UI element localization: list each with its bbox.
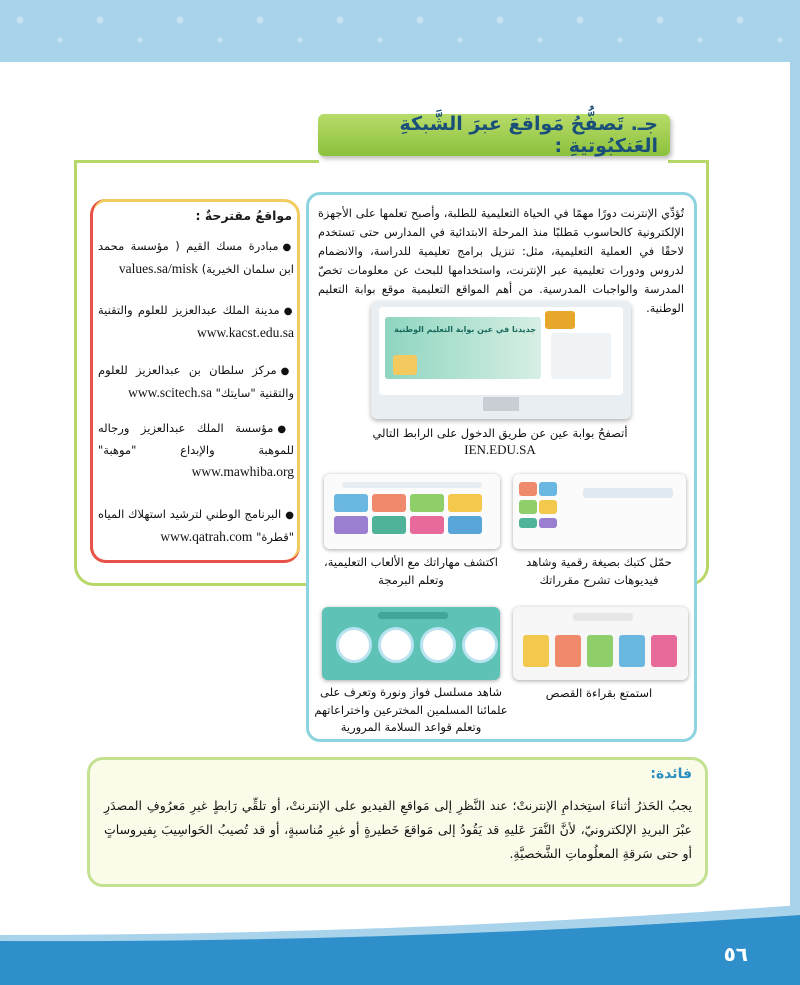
bottom-wave	[0, 905, 800, 985]
character-circle	[462, 627, 498, 663]
site-item	[98, 360, 294, 404]
story-cover	[619, 635, 645, 667]
games-screenshot	[324, 474, 500, 549]
bullet-icon: ●	[283, 306, 294, 317]
thumb	[519, 500, 537, 514]
section-heading	[318, 114, 670, 156]
ien-link[interactable]: IEN.EDU.SA	[464, 442, 536, 457]
game-tile	[410, 494, 444, 512]
suggested-sites-title: مواقعُ مقترحةٌ :	[195, 208, 292, 223]
game-tile	[372, 516, 406, 534]
search-bar	[583, 488, 673, 498]
site-name: مؤسسة الملك عبدالعزيز ورجاله للموهبة والإبداع "موهبة"	[98, 421, 294, 457]
screenshot-caption-stories: استمتع بقراءة القصص	[545, 686, 653, 700]
site-url[interactable]: www.mawhiba.org	[191, 464, 294, 479]
new-badge	[545, 311, 575, 329]
portal-side-panel	[551, 333, 611, 379]
story-cover	[587, 635, 613, 667]
character-circle	[336, 627, 372, 663]
screenshot-caption-games: اكتشف مهاراتك مع الألعاب التعليمية، وتعلم البرمجة	[324, 555, 498, 587]
site-item	[98, 300, 294, 344]
thumb	[539, 500, 557, 514]
site-name: مدينة الملك عبدالعزيز للعلوم والتقنية	[98, 303, 280, 317]
digital-books-screenshot	[513, 474, 686, 549]
banner-pattern	[0, 0, 800, 62]
main-screenshot-caption: أتصفحُ بوابة عين عن طريق الدخول على الرابط التالي	[372, 426, 628, 440]
site-name: البرنامج الوطني لترشيد استهلاك المياه "قطرة"	[98, 507, 294, 544]
game-tile	[372, 494, 406, 512]
header-strip	[342, 482, 482, 488]
section-heading-text: جـ. تَصفُّحُ مَواقعَ عبرَ الشَّبكةِ العَنكبُوتيةِ :	[399, 113, 658, 157]
thumb	[519, 482, 537, 496]
site-url[interactable]: values.sa/misk	[118, 261, 199, 276]
series-screenshot	[322, 607, 500, 680]
site-item	[98, 504, 294, 548]
page-number: ٥٦	[723, 942, 748, 966]
screenshot-caption-series: شاهد مسلسل فواز ونورة وتعرف على علمائنا المسلمين المخترعين واختراعاتهم وتعلم قواعد السلامة المرورية	[314, 685, 508, 734]
header-strip	[378, 612, 448, 619]
portal-photo	[393, 355, 417, 375]
bullet-icon: ●	[277, 424, 294, 435]
site-url[interactable]: www.kacst.edu.sa	[197, 325, 294, 340]
story-cover	[651, 635, 677, 667]
site-item	[98, 236, 294, 280]
intro-paragraph: تُؤدِّي الإنترنت دورًا مهمًا في الحياة التعليمية للطلبة، وأصبح تعلمها على الأجهزة الإلكترونية كالحاسوب مَطلبًا منذ المرحلة الابتدائية في المدارس حتى تستخدم لاحقًا في العملية التعليمية، مثل: تنزيل برامج تعليمية للدراسة، والانضمام لدروس ودورات تعليمية عبر الإنترنت، واستخدامها للبحث عن معلومات تخصّ المدرسة والواجبات المدرسية. من أهم المواقع التعليمية موقع بوابة التعليم الوطنية.	[318, 207, 684, 315]
character-circle	[420, 627, 456, 663]
bullet-icon: ●	[285, 510, 294, 521]
site-url[interactable]: www.scitech.sa	[128, 385, 212, 400]
game-tile	[448, 516, 482, 534]
game-tile	[334, 516, 368, 534]
story-cover	[523, 635, 549, 667]
right-edge-stripe	[790, 62, 800, 952]
site-name: مركز سلطان بن عبدالعزيز للعلوم والتقنية "سايتك"	[98, 363, 294, 400]
portal-banner-text: جديدنا في عين بوابة التعليم الوطنية	[394, 325, 536, 334]
game-tile	[448, 494, 482, 512]
game-tile	[410, 516, 444, 534]
bullet-icon: ●	[280, 366, 294, 377]
screenshot-caption-books: حمّل كتبك بصيغة رقمية وشاهد فيديوهات تشرح مقرراتك	[526, 555, 672, 587]
site-url[interactable]: www.qatrah.com	[160, 529, 253, 544]
top-decorative-banner	[0, 0, 800, 62]
monitor-stand	[483, 397, 519, 411]
character-circle	[378, 627, 414, 663]
thumb	[519, 518, 537, 528]
thumb	[539, 482, 557, 496]
game-tile	[334, 494, 368, 512]
stories-screenshot	[513, 607, 688, 680]
bullet-icon: ●	[282, 242, 294, 253]
tip-title: فائدة:	[650, 766, 692, 782]
ien-portal-screenshot	[371, 301, 631, 419]
tip-text: يجبُ الحَذرُ أثناءَ استِخدامِ الإنترنتْ؛ عند النَّظرِ إلى مَواقعِ الفيديو على الإنترنتْ، أو تلقِّي رَابطٍ غيرِ مَعرُوفِ المصدَرِ عبْرَ البريدِ الإلكترونيّ، لأنَّ النَّقرَ عَليهِ قد يَقُودُ إلى مَواقعَ خَطيرةٍ أو غيرِ مُناسبةٍ، أو قد تُصيبُ الحَواسِيبَ بِفيروساتٍ أو حتى سَرقةِ المعلُوماتِ الشَّخصيَّةِ.	[104, 798, 692, 861]
site-item	[98, 418, 294, 483]
story-cover	[555, 635, 581, 667]
site-name: مبادرة مسك القيم ( مؤسسة محمد ابن سلمان الخيرية)	[98, 239, 294, 276]
thumb	[539, 518, 557, 528]
header-strip	[573, 613, 633, 621]
